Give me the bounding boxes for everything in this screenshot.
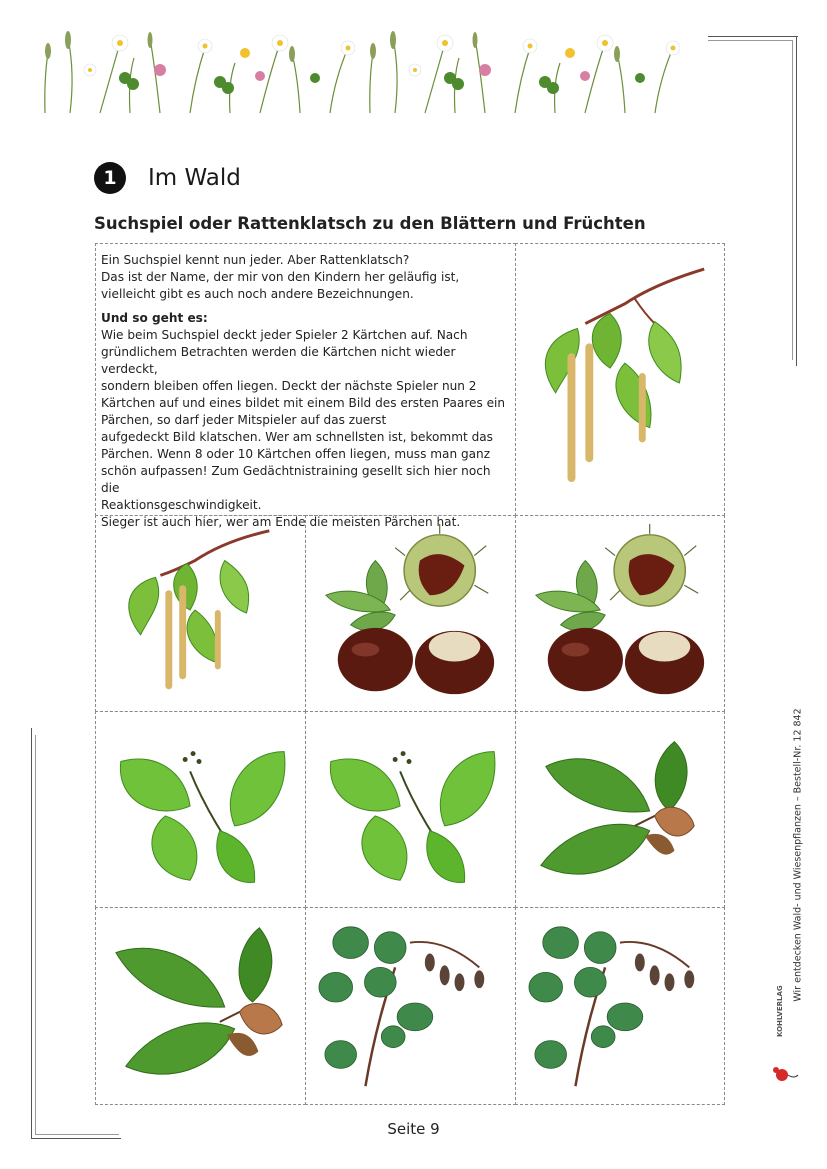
- chestnut-icon: [516, 516, 724, 711]
- chapter-heading: [94, 162, 241, 194]
- picture-card[interactable]: [95, 711, 306, 908]
- rules-line: Pärchen. Wenn 8 oder 10 Kärtchen offen liegen, muss man ganz: [101, 447, 491, 461]
- intro-line: vielleicht gibt es auch noch andere Bezeichnungen.: [101, 287, 414, 301]
- corner-line: [796, 36, 797, 366]
- chapter-number: 1: [94, 162, 126, 194]
- corner-line: [792, 40, 793, 360]
- side-caption: [790, 700, 806, 1010]
- birch-branch-icon: [516, 244, 724, 515]
- rules-line: sondern bleiben offen liegen. Deckt der nächste Spieler nun 2: [101, 379, 477, 393]
- corner-line: [31, 728, 32, 1138]
- corner-line: [708, 36, 798, 37]
- rules-line: Wie beim Suchspiel deckt jeder Spieler 2 Kärtchen auf. Nach: [101, 328, 468, 342]
- picture-card[interactable]: [515, 243, 725, 516]
- picture-card[interactable]: [515, 515, 725, 712]
- picture-card[interactable]: [305, 907, 516, 1105]
- beech-leaf-icon: [516, 712, 724, 907]
- birch-branch-icon: [96, 516, 305, 711]
- picture-card[interactable]: [515, 711, 725, 908]
- side-caption-text: Wir entdecken Wald- und Wiesenpflanzen – Bestell-Nr. 12 842: [792, 708, 804, 1002]
- alder-branch-icon: [516, 908, 724, 1104]
- intro-line: Das ist der Name, der mir von den Kindern her geläufig ist,: [101, 270, 460, 284]
- beech-leaf-icon: [96, 908, 305, 1104]
- rules-heading: Und so geht es:: [101, 311, 208, 325]
- rules-line: Reaktionsgeschwindigkeit.: [101, 498, 262, 512]
- rules-line: Sieger ist auch hier, wer am Ende die meisten Pärchen hat.: [101, 515, 461, 529]
- rules-line: Kärtchen auf und eines bildet mit einem Bild des ersten Paares ein: [101, 396, 506, 410]
- rules-line: schön aufpassen! Zum Gedächtnistraining gesellt sich hier noch die: [101, 464, 491, 495]
- corner-line: [708, 40, 792, 41]
- picture-card[interactable]: [515, 907, 725, 1105]
- picture-card[interactable]: [305, 515, 516, 712]
- rules-line: Pärchen, so darf jeder Mitspieler auf das zuerst: [101, 413, 387, 427]
- linden-leaf-icon: [96, 712, 305, 907]
- chapter-title: Im Wald: [148, 165, 241, 191]
- picture-card[interactable]: [95, 515, 306, 712]
- publisher-logo: [770, 985, 800, 1085]
- publisher-mouse-icon: [770, 1015, 800, 1085]
- rules-line: aufgedeckt Bild klatschen. Wer am schnellsten ist, bekommt das: [101, 430, 493, 444]
- picture-card[interactable]: [305, 711, 516, 908]
- corner-line: [35, 735, 36, 1134]
- section-subtitle: Suchspiel oder Rattenklatsch zu den Blättern und Früchten: [94, 214, 646, 233]
- meadow-flower-banner: [30, 18, 680, 118]
- card-grid: [95, 243, 725, 1105]
- picture-card[interactable]: [95, 907, 306, 1105]
- rules-line: gründlichem Betrachten werden die Kärtchen nicht wieder verdeckt,: [101, 345, 456, 376]
- publisher-name: KOHLVERLAG: [776, 985, 784, 1037]
- alder-branch-icon: [306, 908, 515, 1104]
- chestnut-icon: [306, 516, 515, 711]
- corner-line: [31, 1138, 121, 1139]
- instructions-card: [95, 243, 516, 529]
- intro-line: Ein Suchspiel kennt nun jeder. Aber Rattenklatsch?: [101, 253, 410, 267]
- linden-leaf-icon: [306, 712, 515, 907]
- page-number: Seite 9: [387, 1120, 440, 1138]
